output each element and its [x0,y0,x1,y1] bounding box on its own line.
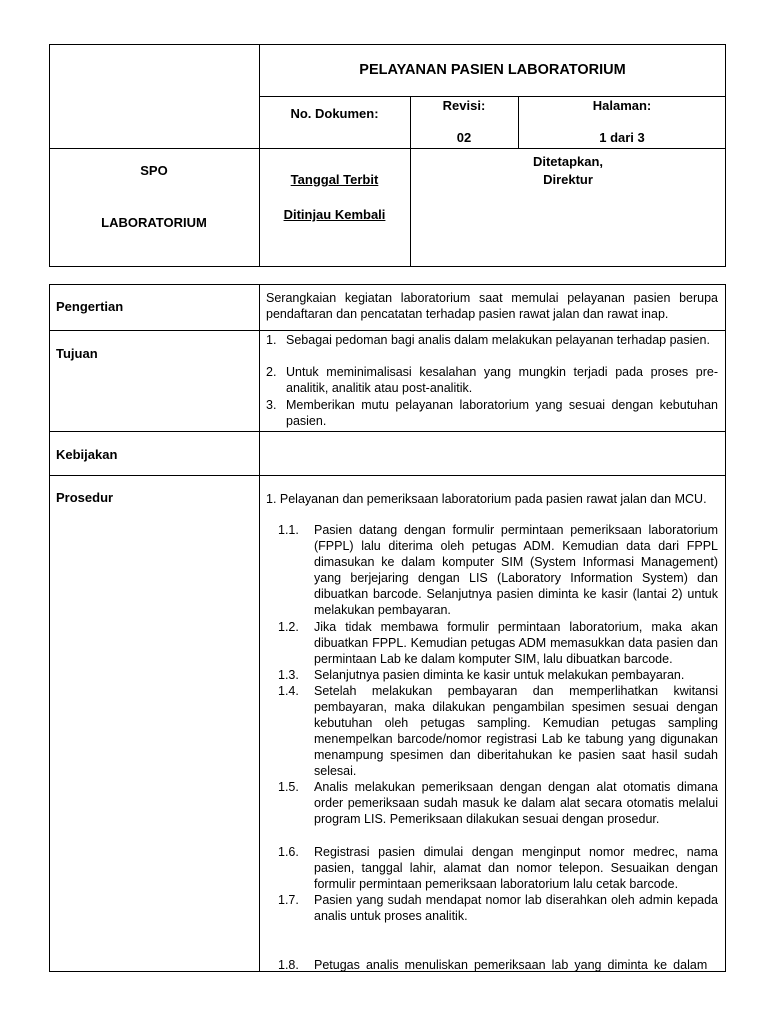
prosedur-item-text: Pasien datang dengan formulir permintaan pemeriksaan laboratorium (FPPL) lalu diterima oleh petugas ADM. Kemudian data dari FPPL dimasukan ke dalam komputer SIM (System Informasi Management) yang berjejaring dengan LIS (Laboratory Information System) dan dibuatkan barcode. Selanjutnya pasien diminta ke kasir (lantai 2) untuk melakukan pembayaran. [314,523,718,617]
ditinjau-kembali-label: Ditinjau Kembali [283,207,386,222]
tanggal-terbit-label: Tanggal Terbit [290,172,379,187]
spo-label: SPO [140,163,168,178]
prosedur-label: Prosedur [56,490,114,505]
tujuan-item-text: Memberikan mutu pelayanan laboratorium yang sesuai dengan kebutuhan pasien. [286,398,718,428]
pengertian-label: Pengertian [56,299,124,314]
prosedur-item-text: Setelah melakukan pembayaran dan memperlihatkan kwitansi pembayaran, maka dilakukan pengambilan spesimen sesuai dengan kebutuhan oleh petugas sampling. Kemudian petugas sampling menempelkan barcode/nomor registrasi Lab ke tabung yang digunakan menampung spesimen dan diberitahukan ke pasien saat hasil sudah selesai. [314,684,718,778]
revisi-value: 02 [456,130,472,145]
revisi-label: Revisi: [442,98,486,113]
tujuan-label: Tujuan [56,346,98,361]
prosedur-item-text: Registrasi pasien dimulai dengan menginput nomor medrec, nama pasien, tanggal lahir, alamat dan nomor telepon. Sesuaikan dengan formulir permintaan pemeriksaan laboratorium lalu cetak barcode. [314,845,718,891]
unit-label: LABORATORIUM [101,215,207,230]
kebijakan-label: Kebijakan [56,447,118,462]
prosedur-item-text: Analis melakukan pemeriksaan dengan dengan alat otomatis dimana order pemeriksaan sudah masuk ke dalam alat secara otomatis melalui program LIS. Pemeriksaan dilakukan sesuai dengan prosedur. [314,780,718,826]
direktur-label: Direktur [543,172,593,187]
pengertian-text: Serangkaian kegiatan laboratorium saat memulai pelayanan pasien berupa pendaftaran dan pencatatan terhadap pasien rawat jalan dan rawat inap. [266,291,718,321]
tujuan-item-number: 1. [266,333,277,347]
tujuan-item-number: 2. [266,365,277,379]
prosedur-item-number: 1.6. [278,845,299,859]
halaman-value: 1 dari 3 [599,130,645,145]
prosedur-item-number: 1.3. [278,668,299,682]
tujuan-item-text: Untuk meminimalisasi kesalahan yang mungkin terjadi pada proses pre-analitik, analitik atau post-analitik. [286,365,718,395]
ditetapkan-label: Ditetapkan, [532,154,604,169]
prosedur-item-number: 1.8. [278,958,299,972]
tujuan-item-text: Sebagai pedoman bagi analis dalam melakukan pelayanan terhadap pasien. [286,333,710,347]
prosedur-item-number: 1.2. [278,620,299,634]
prosedur-item-text: Petugas analis menuliskan pemeriksaan lab yang diminta ke dalam [314,958,708,972]
prosedur-item-number: 1.7. [278,893,299,907]
prosedur-item-number: 1.5. [278,780,299,794]
prosedur-item-number: 1.4. [278,684,299,698]
doc-number-label: No. Dokumen: [290,106,379,121]
prosedur-item-text: Jika tidak membawa formulir permintaan laboratorium, maka akan dibuatkan FPPL. Kemudian petugas ADM memasukkan data pasien dan permintaan Lab ke dalam komputer SIM, lalu dibuatkan barcode. [314,620,718,666]
prosedur-item-text: Selanjutnya pasien diminta ke kasir untuk melakukan pembayaran. [314,668,685,682]
prosedur-intro: 1. Pelayanan dan pemeriksaan laboratorium pada pasien rawat jalan dan MCU. [266,492,707,506]
prosedur-item-number: 1.1. [278,523,299,537]
halaman-label: Halaman: [592,98,652,113]
document-title: PELAYANAN PASIEN LABORATORIUM [359,62,626,78]
prosedur-item-text: Pasien yang sudah mendapat nomor lab diserahkan oleh admin kepada analis untuk proses analitik. [314,893,718,923]
tujuan-item-number: 3. [266,398,277,412]
